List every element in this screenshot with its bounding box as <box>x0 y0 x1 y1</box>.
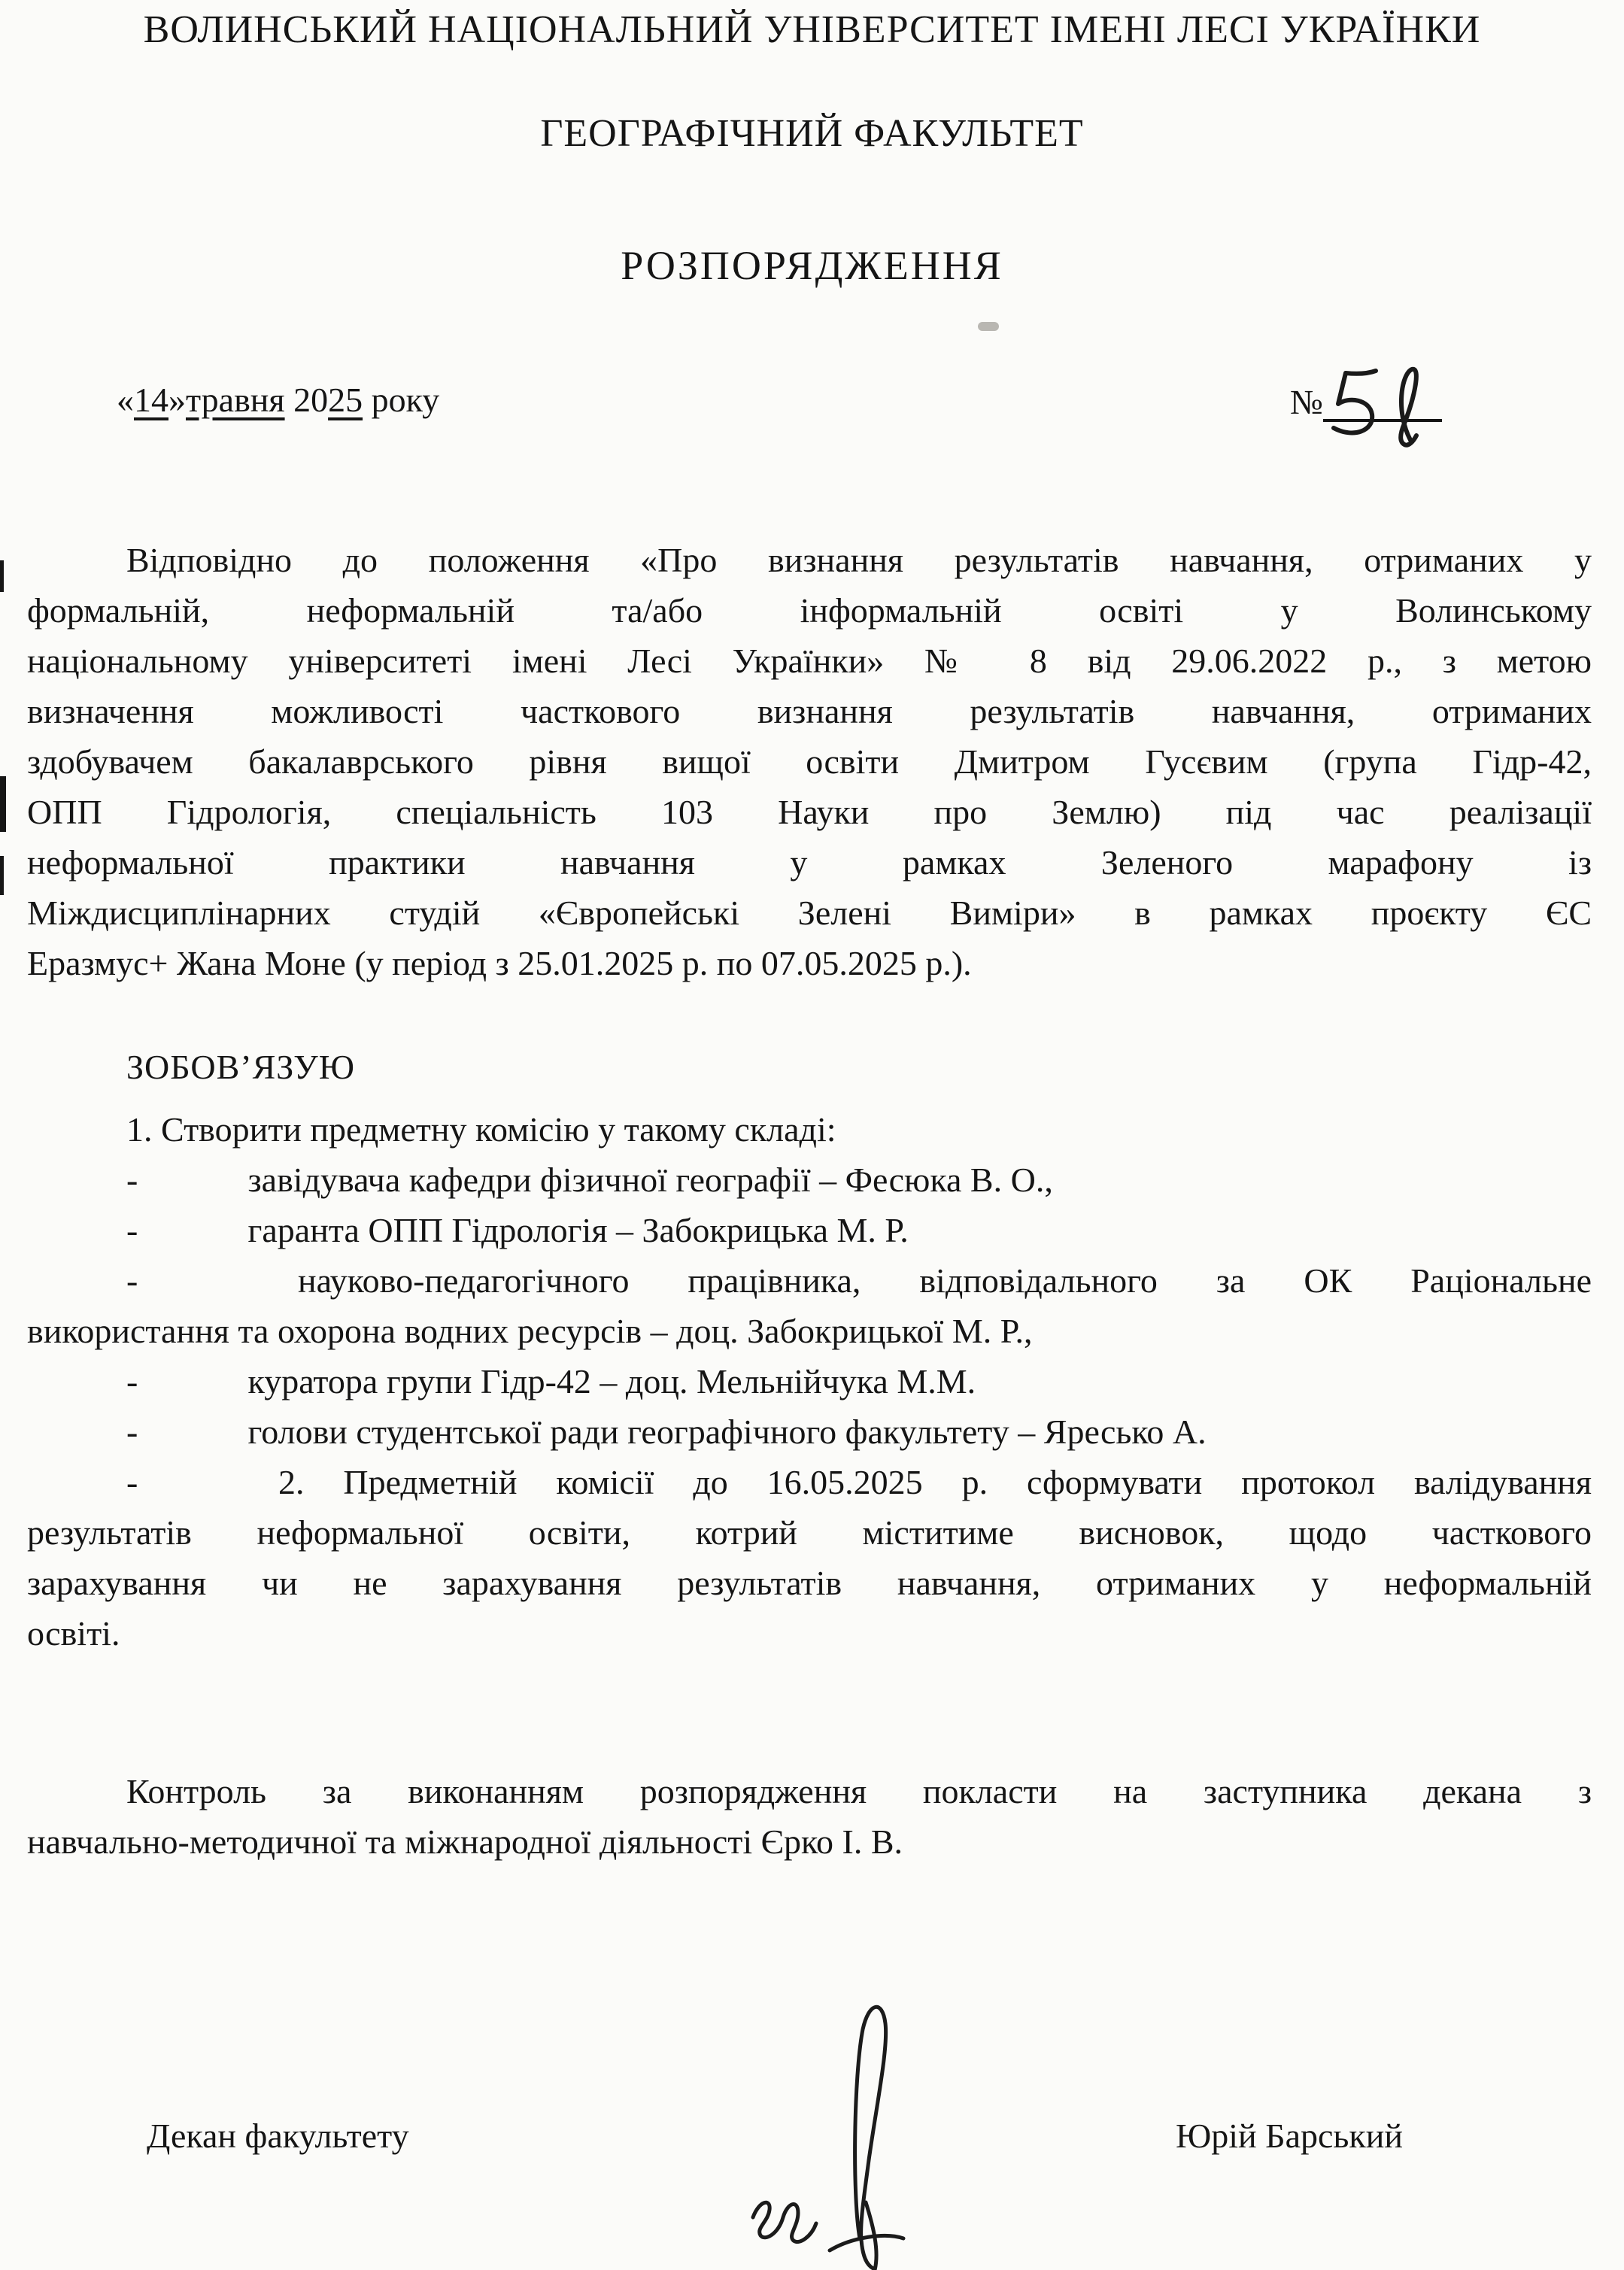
digit-1-stroke <box>1401 369 1416 445</box>
number-sign: № <box>1290 383 1323 421</box>
text-line: Еразмус+ Жана Моне (у період з 25.01.2025 р. по 07.05.2025 р.). <box>27 944 972 982</box>
text-line: неформальної практики навчання у рамках Зеленого марафону із <box>27 843 1592 882</box>
list-item: 1. Створити предметну комісію у такому складі: <box>126 1110 836 1149</box>
text-line: Міждисциплінарних студій «Європейські Зелені Виміри» в рамках проєкту ЄС <box>27 894 1592 932</box>
handwritten-number <box>1323 360 1436 445</box>
list-item-text: завідувача кафедри фізичної географії – Фесюка В. О., <box>247 1161 1053 1199</box>
control-paragraph <box>27 1766 1592 1867</box>
text-line: формальній, неформальній та/або інформальній освіті у Волинському <box>27 591 1592 630</box>
list-dash: - <box>126 1261 138 1300</box>
date-word-roku: року <box>371 381 440 419</box>
document-type-heading: РОЗПОРЯДЖЕННЯ <box>621 243 1003 288</box>
list-item-continuation: результатів неформальної освіти, котрий міститиме висновок, щодо часткового <box>27 1513 1592 1552</box>
signature-cross-stroke <box>830 2236 903 2250</box>
list-item <box>27 1155 1592 1205</box>
scan-artifact <box>0 856 4 895</box>
resolution-list <box>27 1104 1592 1658</box>
signature-loops <box>753 2202 816 2241</box>
list-item-text: науково-педагогічного працівника, відповідального за ОК Раціональне <box>297 1261 1592 1300</box>
list-item <box>27 1255 1592 1306</box>
list-item <box>27 1205 1592 1255</box>
list-item-continuation: зарахування чи не зарахування результатів навчання, отриманих у неформальній <box>27 1564 1592 1602</box>
list-dash: - <box>126 1362 138 1401</box>
text-line: визначення можливості часткового визнання результатів навчання, отриманих <box>27 692 1592 730</box>
list-dash: - <box>126 1463 138 1501</box>
digit-5-stroke <box>1334 371 1376 432</box>
scan-artifact <box>0 560 4 592</box>
list-item-text: куратора групи Гідр-42 – доц. Мельнійчука М.М. <box>247 1362 976 1401</box>
date-line <box>117 380 439 420</box>
quote-open: « <box>117 381 134 419</box>
date-day: 14 <box>134 381 168 419</box>
faculty-title: ГЕОГРАФІЧНИЙ ФАКУЛЬТЕТ <box>540 112 1084 155</box>
date-month: травня <box>186 381 285 419</box>
list-item-text: гаранта ОПП Гідрологія – Забокрицька М. Р. <box>247 1211 909 1249</box>
list-item <box>27 1356 1592 1407</box>
list-dash: - <box>126 1413 138 1451</box>
text-line: ОПП Гідрологія, спеціальність 103 Науки про Землю) під час реалізації <box>27 793 1592 831</box>
list-item-continuation: освіті. <box>27 1614 120 1652</box>
scan-noise <box>978 322 999 331</box>
quote-close: » <box>168 381 186 419</box>
date-year: 25 <box>328 381 363 419</box>
obligate-block <box>27 1042 1592 1092</box>
list-item-text: голови студентської ради географічного факультету – Яресько А. <box>247 1413 1207 1451</box>
intro-paragraph <box>27 535 1592 988</box>
list-item <box>27 1407 1592 1457</box>
signer-role: Декан факультету <box>147 2117 409 2155</box>
list-dash: - <box>126 1211 138 1249</box>
signature <box>741 2001 989 2270</box>
text-line: навчально-методичної та міжнародної діяльності Єрко І. В. <box>27 1822 903 1861</box>
list-item <box>27 1457 1592 1507</box>
text-line: Відповідно до положення «Про визнання результатів навчання, отриманих у <box>126 541 1592 579</box>
signer-name: Юрій Барський <box>1176 2117 1403 2155</box>
obligate-heading: ЗОБОВ’ЯЗУЮ <box>126 1048 356 1086</box>
scan-artifact <box>0 776 6 832</box>
text-line: здобувачем бакалаврського рівня вищої освіти Дмитром Гусєвим (група Гідр-42, <box>27 742 1592 781</box>
text-line: Контроль за виконанням розпорядження покласти на заступника декана з <box>126 1772 1592 1810</box>
date-century: 20 <box>293 381 329 419</box>
list-dash: - <box>126 1161 138 1199</box>
signature-ascender <box>855 2007 886 2268</box>
university-title: ВОЛИНСЬКИЙ НАЦІОНАЛЬНИЙ УНІВЕРСИТЕТ ІМЕНІ ЛЕСІ УКРАЇНКИ <box>143 8 1481 51</box>
order-number <box>1290 380 1442 422</box>
text-line: національному університеті імені Лесі Українки» № 8 від 29.06.2022 р., з метою <box>27 642 1592 680</box>
list-item-text: 2. Предметній комісії до 16.05.2025 р. сформувати протокол валідування <box>278 1463 1592 1501</box>
list-item-continuation: використання та охорона водних ресурсів – доц. Забокрицької М. Р., <box>27 1312 1033 1350</box>
